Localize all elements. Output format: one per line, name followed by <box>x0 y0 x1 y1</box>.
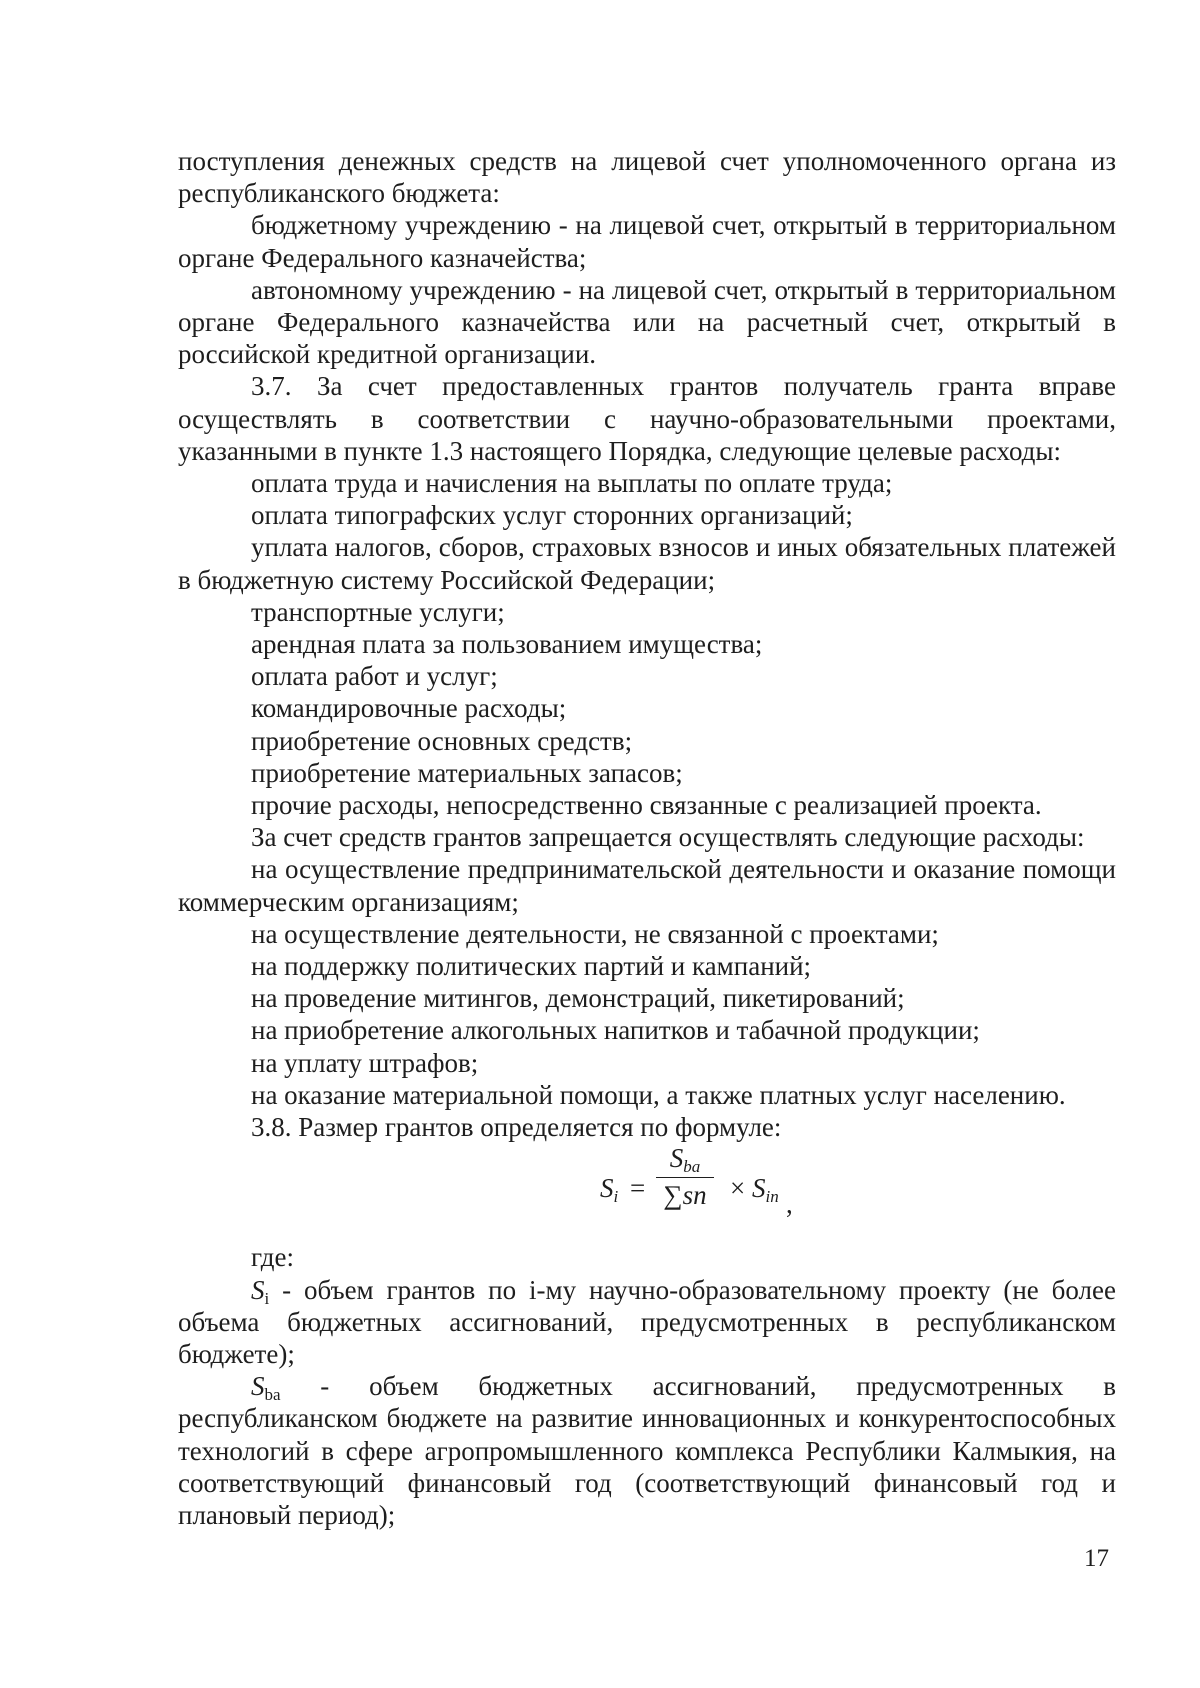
formula-denominator: ∑sn <box>663 1180 707 1211</box>
list-item: командировочные расходы; <box>251 693 567 724</box>
definition-s-ba <box>178 1370 1116 1531</box>
list-item: оплата труда и начисления на выплаты по оплате труда; <box>251 468 893 499</box>
list-item: на оказание материальной помощи, а также платных услуг населению. <box>251 1079 1066 1110</box>
definition-subscript: ba <box>264 1385 281 1405</box>
definition-subscript: i <box>264 1288 270 1308</box>
list-item: транспортные услуги; <box>251 596 505 627</box>
paragraph: За счет средств грантов запрещается осуществлять следующие расходы: <box>251 822 1085 853</box>
formula-numerator: $S_{ba}$ <box>669 1143 701 1177</box>
where-label: где: <box>251 1242 294 1273</box>
formula-equals: = <box>630 1173 646 1204</box>
definition-s-i <box>178 1274 1116 1371</box>
formula-rhs: $S_{in}$ <box>752 1173 779 1207</box>
list-item: на уплату штрафов; <box>251 1047 479 1078</box>
definition-text: - объем грантов по i-му научно-образовательному проекту (не более объема бюджетных ассигнований, предусмотренных в республиканском бюджете); <box>178 1274 1116 1369</box>
list-item: приобретение материальных запасов; <box>251 757 683 788</box>
document-body <box>178 145 1116 1531</box>
list-item: на приобретение алкогольных напитков и табачной продукции; <box>251 1015 980 1046</box>
definition-text: - объем бюджетных ассигнований, предусмотренных в республиканском бюджете на развитие инновационных и конкурентоспособных технологий в сфере агропромышленного комплекса Республики Калмыкия, на соответствующий финансовый год (соответствующий финансовый год и плановый период); <box>178 1371 1116 1530</box>
list-item: на проведение митингов, демонстраций, пикетирований; <box>251 983 905 1014</box>
list-item: уплата налогов, сборов, страховых взносов и иных обязательных платежей в бюджетную систему Российской Федерации; <box>178 532 1116 595</box>
paragraph: бюджетному учреждению - на лицевой счет, открытый в территориальном органе Федерального казначейства; <box>178 210 1116 273</box>
list-item: оплата типографских услуг сторонних организаций; <box>251 500 853 531</box>
list-item: приобретение основных средств; <box>251 725 633 756</box>
formula-times: × <box>730 1173 746 1204</box>
list-item: на поддержку политических партий и кампаний; <box>251 951 812 982</box>
list-item: на осуществление деятельности, не связанной с проектами; <box>251 918 939 949</box>
section-3-8-paragraph: 3.8. Размер грантов определяется по формуле: <box>251 1112 782 1143</box>
formula-block <box>178 1143 1116 1241</box>
section-3-7-paragraph: 3.7. За счет предоставленных грантов получатель гранта вправе осуществлять в соответствии с научно-образовательными проектами, указанными в пункте 1.3 настоящего Порядка, следующие целевые расходы: <box>178 371 1116 466</box>
list-item: оплата работ и услуг; <box>251 661 498 692</box>
paragraph: поступления денежных средств на лицевой счет уполномоченного органа из республиканского бюджета: <box>178 146 1116 209</box>
formula-fraction <box>654 1145 716 1209</box>
list-item: на осуществление предпринимательской деятельности и оказание помощи коммерческим организациям; <box>178 854 1116 917</box>
definition-symbol: S <box>251 1274 265 1305</box>
page-number: 17 <box>1084 1545 1109 1572</box>
formula-lhs: $S_i$ <box>600 1173 619 1207</box>
definition-symbol: S <box>251 1371 265 1402</box>
list-item: прочие расходы, непосредственно связанные с реализацией проекта. <box>251 790 1042 821</box>
formula-comma: , <box>786 1189 793 1220</box>
list-item: арендная плата за пользованием имущества; <box>251 629 763 660</box>
paragraph: автономному учреждению - на лицевой счет, открытый в территориальном органе Федерального казначейства или на расчетный счет, открытый в российской кредитной организации. <box>178 274 1116 370</box>
